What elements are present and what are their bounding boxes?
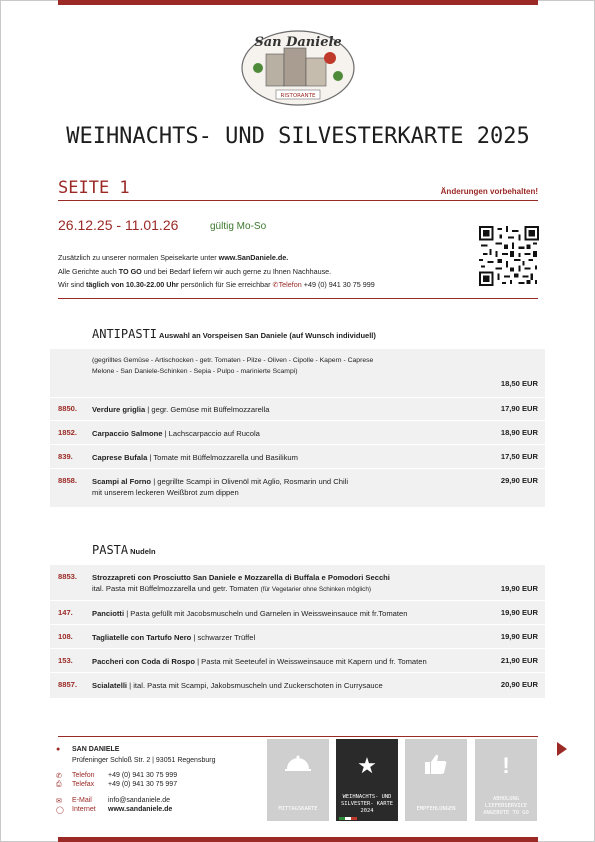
price: 20,90 EUR (500, 680, 538, 689)
globe-icon: ◯ (56, 807, 64, 814)
email-link[interactable]: info@sandaniele.de (108, 797, 170, 804)
item-number: 1852. (58, 428, 78, 437)
fax-label: Telefax (72, 781, 95, 788)
phone-icon: ✆ (56, 773, 62, 780)
star-icon: ★ (357, 753, 377, 778)
phone-icon: ✆ (272, 280, 279, 289)
cloche-icon (267, 753, 329, 779)
item-description: ital. Pasta mit Büffelmozzarella und getr. Tomaten (92, 584, 261, 593)
item-name: Verdure griglia (92, 405, 146, 414)
item-description: | Lachscarpaccio auf Rucola (162, 429, 260, 438)
row-separator (50, 444, 545, 445)
item-number: 153. (58, 656, 73, 665)
tile-label: EMPFEHLUNGEN (416, 806, 456, 812)
item-description: | Pasta gefüllt mit Jacobsmuscheln und Garnelen in Weissweinsauce mit fr.Tomaten (124, 609, 408, 618)
price: 17,90 EUR (500, 404, 538, 413)
row-separator (50, 420, 545, 421)
antipasti-intro-line: Melone - San Daniele-Schinken - Sepia - Pulpo - marinierte Scampi) (92, 368, 298, 375)
tile-label: MITTAGSKARTE (278, 806, 318, 812)
info-line3-text: Wir sind (58, 280, 86, 289)
row-separator (50, 672, 545, 673)
row-separator (50, 397, 545, 398)
tile-weihnachtskarte[interactable] (336, 739, 398, 821)
email-icon: ✉ (56, 798, 62, 805)
daily-label: täglich (85, 280, 110, 289)
to-go-label: TO GO (118, 266, 142, 276)
price: 19,90 EUR (500, 608, 538, 617)
svg-text:RISTORANTE: RISTORANTE (280, 93, 316, 99)
email-label: E-Mail (72, 797, 92, 804)
info-line2-rest: und bei Bedarf liefern wir auch gerne zu Ihnen Nachhause. (141, 266, 332, 276)
phone-number[interactable]: +49 (0) 941 30 75 999 (301, 280, 375, 289)
row-separator (50, 600, 545, 601)
item-note: (für Vegetarier ohne Schinken möglich) (260, 586, 372, 593)
web-label: Internet (72, 806, 96, 813)
info-line2-text: Alle Gerichte auch (58, 266, 119, 276)
tile-label: ABHOLUNG LIEFERSERVICE ANGEBOTE TO GO (483, 796, 529, 816)
price: 29,90 EUR (500, 476, 538, 485)
antipasti-intro-text (92, 355, 492, 377)
page-number-label: SEITE 1 (58, 178, 130, 198)
row-separator (50, 648, 545, 649)
price: 18,90 EUR (500, 428, 538, 437)
item-name: Scampi al Forno (92, 477, 152, 486)
fax-icon: ⎙ (56, 781, 62, 788)
phone-label: Telefon (278, 280, 302, 289)
info-line3-rest: persönlich für Sie erreichbar (178, 280, 273, 289)
item-description: mit unserem leckeren Weißbrot zum dippen (92, 488, 239, 497)
tile-abholung[interactable] (475, 739, 537, 821)
pasta-title: PASTA (92, 543, 129, 557)
website-link[interactable]: www.sandaniele.de (108, 806, 173, 813)
item-number: 839. (58, 452, 73, 461)
item-description: | gegr. Gemüse mit Büffelmozzarella (145, 405, 270, 414)
item-description: | gegrillte Scampi in Olivenöl mit Aglio, Rosmarin und Chili (151, 477, 349, 486)
item-description: | Pasta mit Seeteufel in Weissweinsauce mit Kapern und fr. Tomaten (194, 657, 427, 666)
phone-label: Telefon (72, 772, 95, 779)
item-number: 8858. (58, 476, 78, 485)
item-number: 108. (58, 632, 73, 641)
contact-name: SAN DANIELE (72, 746, 120, 753)
san-daniele-logo (238, 28, 358, 108)
footer-divider (58, 736, 538, 737)
website-link[interactable]: www.SanDaniele.de. (218, 253, 289, 262)
price: 19,90 EUR (500, 584, 538, 593)
date-range: 26.12.25 - 11.01.26 (58, 217, 179, 233)
price: 17,50 EUR (500, 452, 538, 461)
top-accent-bar (58, 0, 538, 5)
divider (58, 298, 538, 299)
item-name: Panciotti (92, 609, 125, 618)
fax-number: +49 (0) 941 30 75 997 (108, 781, 178, 788)
item-description: | schwarzer Trüffel (191, 633, 256, 642)
antipasti-intro-line: (gegrilltes Gemüse - Artischocken - getr. Tomaten - Pilze - Oliven - Cipolle - Kapern - Caprese (92, 357, 374, 364)
item-number: 8857. (58, 680, 78, 689)
opening-hours: von 10.30-22.00 Uhr (109, 280, 179, 289)
validity-note: gültig Mo-So (210, 221, 267, 232)
item-name: Paccheri con Coda di Rospo (92, 657, 195, 666)
item-name: Caprese Bufala (92, 453, 148, 462)
divider (58, 200, 538, 201)
item-number: 147. (58, 608, 73, 617)
tile-empfehlungen[interactable] (405, 739, 467, 821)
svg-text:San Daniele: San Daniele (254, 35, 342, 50)
phone-number[interactable]: +49 (0) 941 30 75 999 (108, 772, 178, 779)
tile-mittagskarte[interactable] (267, 739, 329, 821)
item-name: Strozzapreti con Prosciutto San Daniele e Mozzarella di Buffala e Pomodori Secchi (92, 573, 390, 582)
antipasti-title: ANTIPASTI (92, 327, 158, 341)
next-arrow-icon[interactable] (557, 742, 567, 756)
item-number: 8853. (58, 572, 78, 581)
changes-note: Änderungen vorbehalten! (440, 187, 538, 196)
qr-code-icon[interactable] (479, 226, 539, 286)
info-line1-text: Zusätzlich zu unserer normalen Speisekarte unter (58, 253, 219, 262)
pasta-subtitle: Nudeln (130, 547, 156, 556)
row-separator (50, 624, 545, 625)
antipasti-subtitle: Auswahl an Vorspeisen San Daniele (auf Wunsch individuell) (159, 331, 376, 340)
item-description: | ital. Pasta mit Scampi, Jakobsmuscheln und Zuckerschoten in Currysauce (127, 681, 383, 690)
price: 18,50 EUR (500, 379, 538, 388)
location-pin-icon: ● (56, 746, 61, 753)
antipasti-heading (92, 327, 376, 341)
page-title: WEIHNACHTS- UND SILVESTERKARTE 2025 (66, 124, 530, 149)
price: 19,90 EUR (500, 632, 538, 641)
exclamation-icon: ! (502, 753, 510, 778)
italian-flag-icon (339, 817, 357, 820)
price: 21,90 EUR (500, 656, 538, 665)
item-number: 8850. (58, 404, 78, 413)
item-description: | Tomate mit Büffelmozzarella und Basilikum (147, 453, 298, 462)
thumbs-up-icon (405, 753, 467, 781)
item-name: Carpaccio Salmone (92, 429, 163, 438)
bottom-accent-bar (58, 837, 538, 842)
contact-address: Prüfeninger Schloß Str. 2 | 93051 Regensburg (72, 757, 216, 764)
item-name: Tagliatelle con Tartufo Nero (92, 633, 192, 642)
tile-label: WEIHNACHTS- UND SILVESTER- KARTE 2024 (341, 794, 393, 814)
info-text (58, 251, 375, 292)
item-name: Scialatelli (92, 681, 128, 690)
row-separator (50, 468, 545, 469)
pasta-heading (92, 543, 156, 557)
